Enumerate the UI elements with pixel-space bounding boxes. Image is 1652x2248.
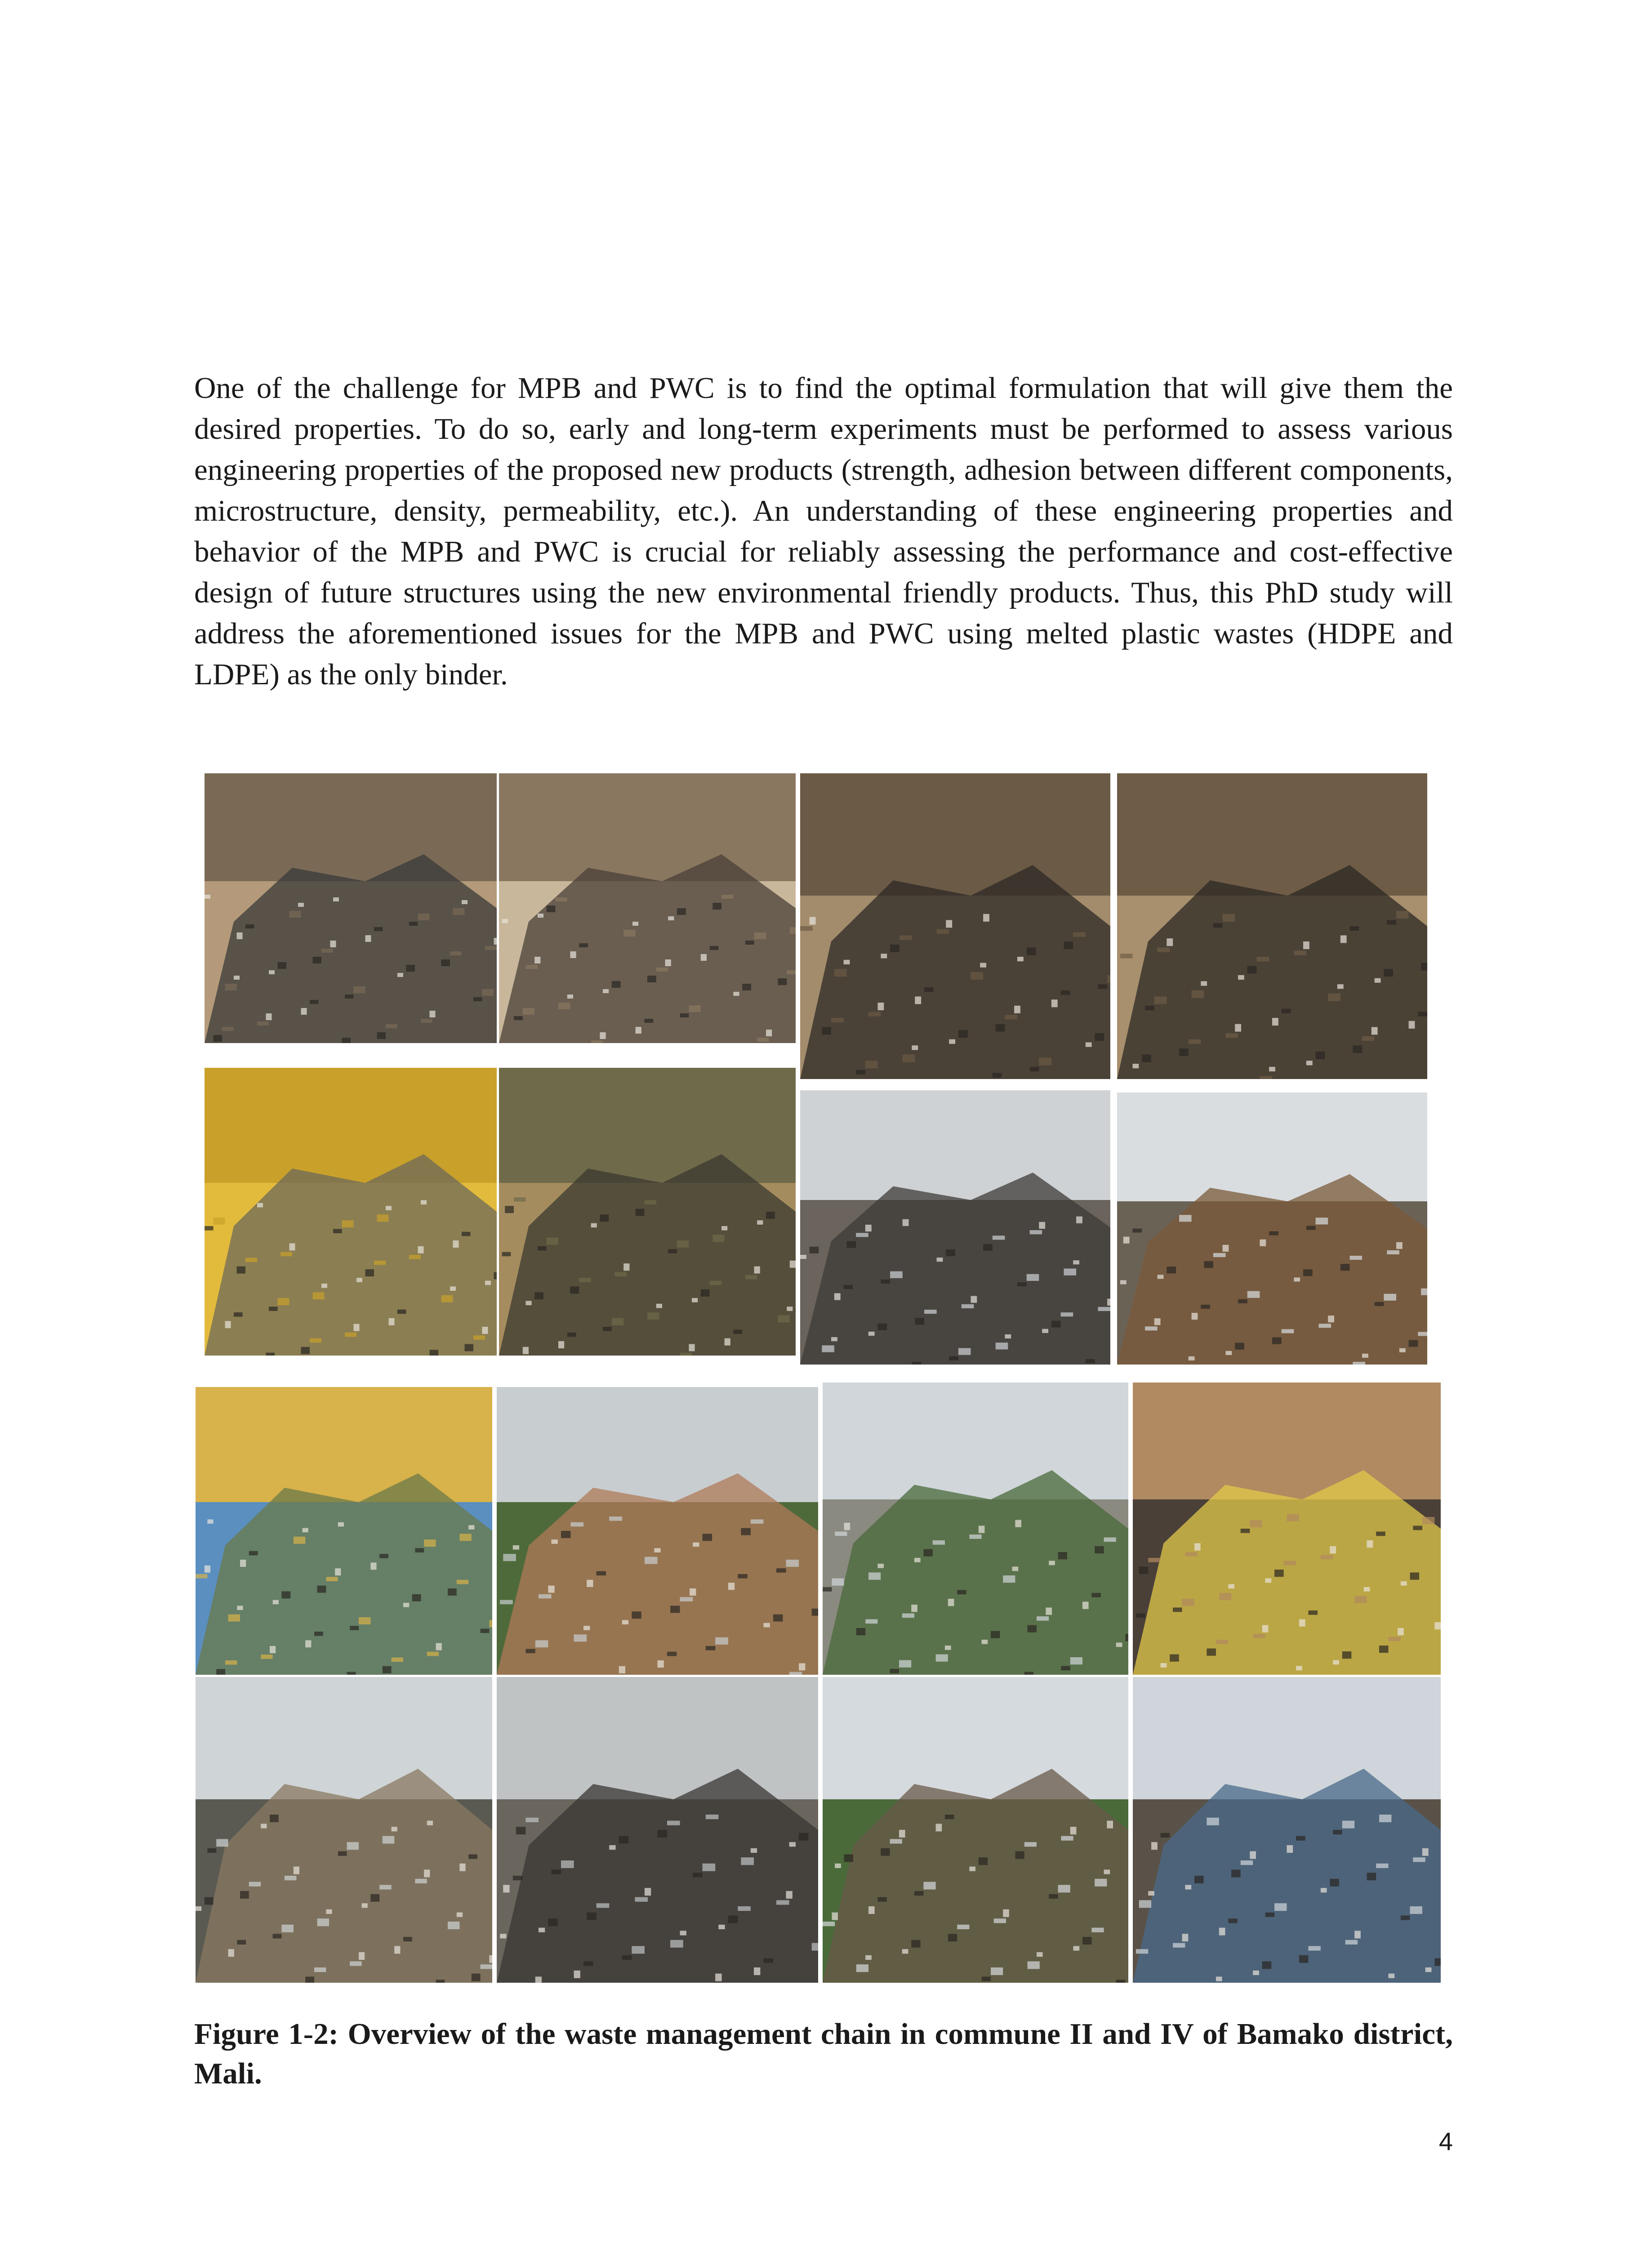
figure-photo [497,1677,818,1983]
body-paragraph: One of the challenge for MPB and PWC is to find the optimal formulation that will give them the desired properties. To do so, early and long-term experiments must be performed to assess various engineering properties of the proposed new products (strength, adhesion between different components, microstructure, density, permeability, etc.). An understanding of these engineering properties and behavior of the MPB and PWC is crucial for reliably assessing the performance and cost-effective design of future structures using the new environmental friendly products. Thus, this PhD study will address the aforementioned issues for the MPB and PWC using melted plastic wastes (HDPE and LDPE) as the only binder. [194,371,1453,691]
figure-photo [497,1387,818,1675]
figure-photo [1133,1383,1441,1675]
figure-photo [1117,773,1427,1079]
figure-photo [1117,1093,1427,1365]
figure-caption: Figure 1-2: Overview of the waste management chain in commune II and IV of Bamako district, Mali. [194,2017,1453,2090]
figure-photo [823,1383,1128,1675]
figure-photo [499,773,796,1043]
figure-photo [499,1068,796,1356]
figure-photo [196,1677,492,1983]
figure-photo [196,1387,492,1675]
page-number: 4 [1438,2127,1453,2155]
figure-photo [800,1090,1110,1365]
figure-photo [205,773,497,1043]
figure-photo [205,1068,497,1356]
figure-photo [823,1677,1128,1983]
figure-photo [1133,1677,1441,1983]
figure-photo [800,773,1110,1079]
